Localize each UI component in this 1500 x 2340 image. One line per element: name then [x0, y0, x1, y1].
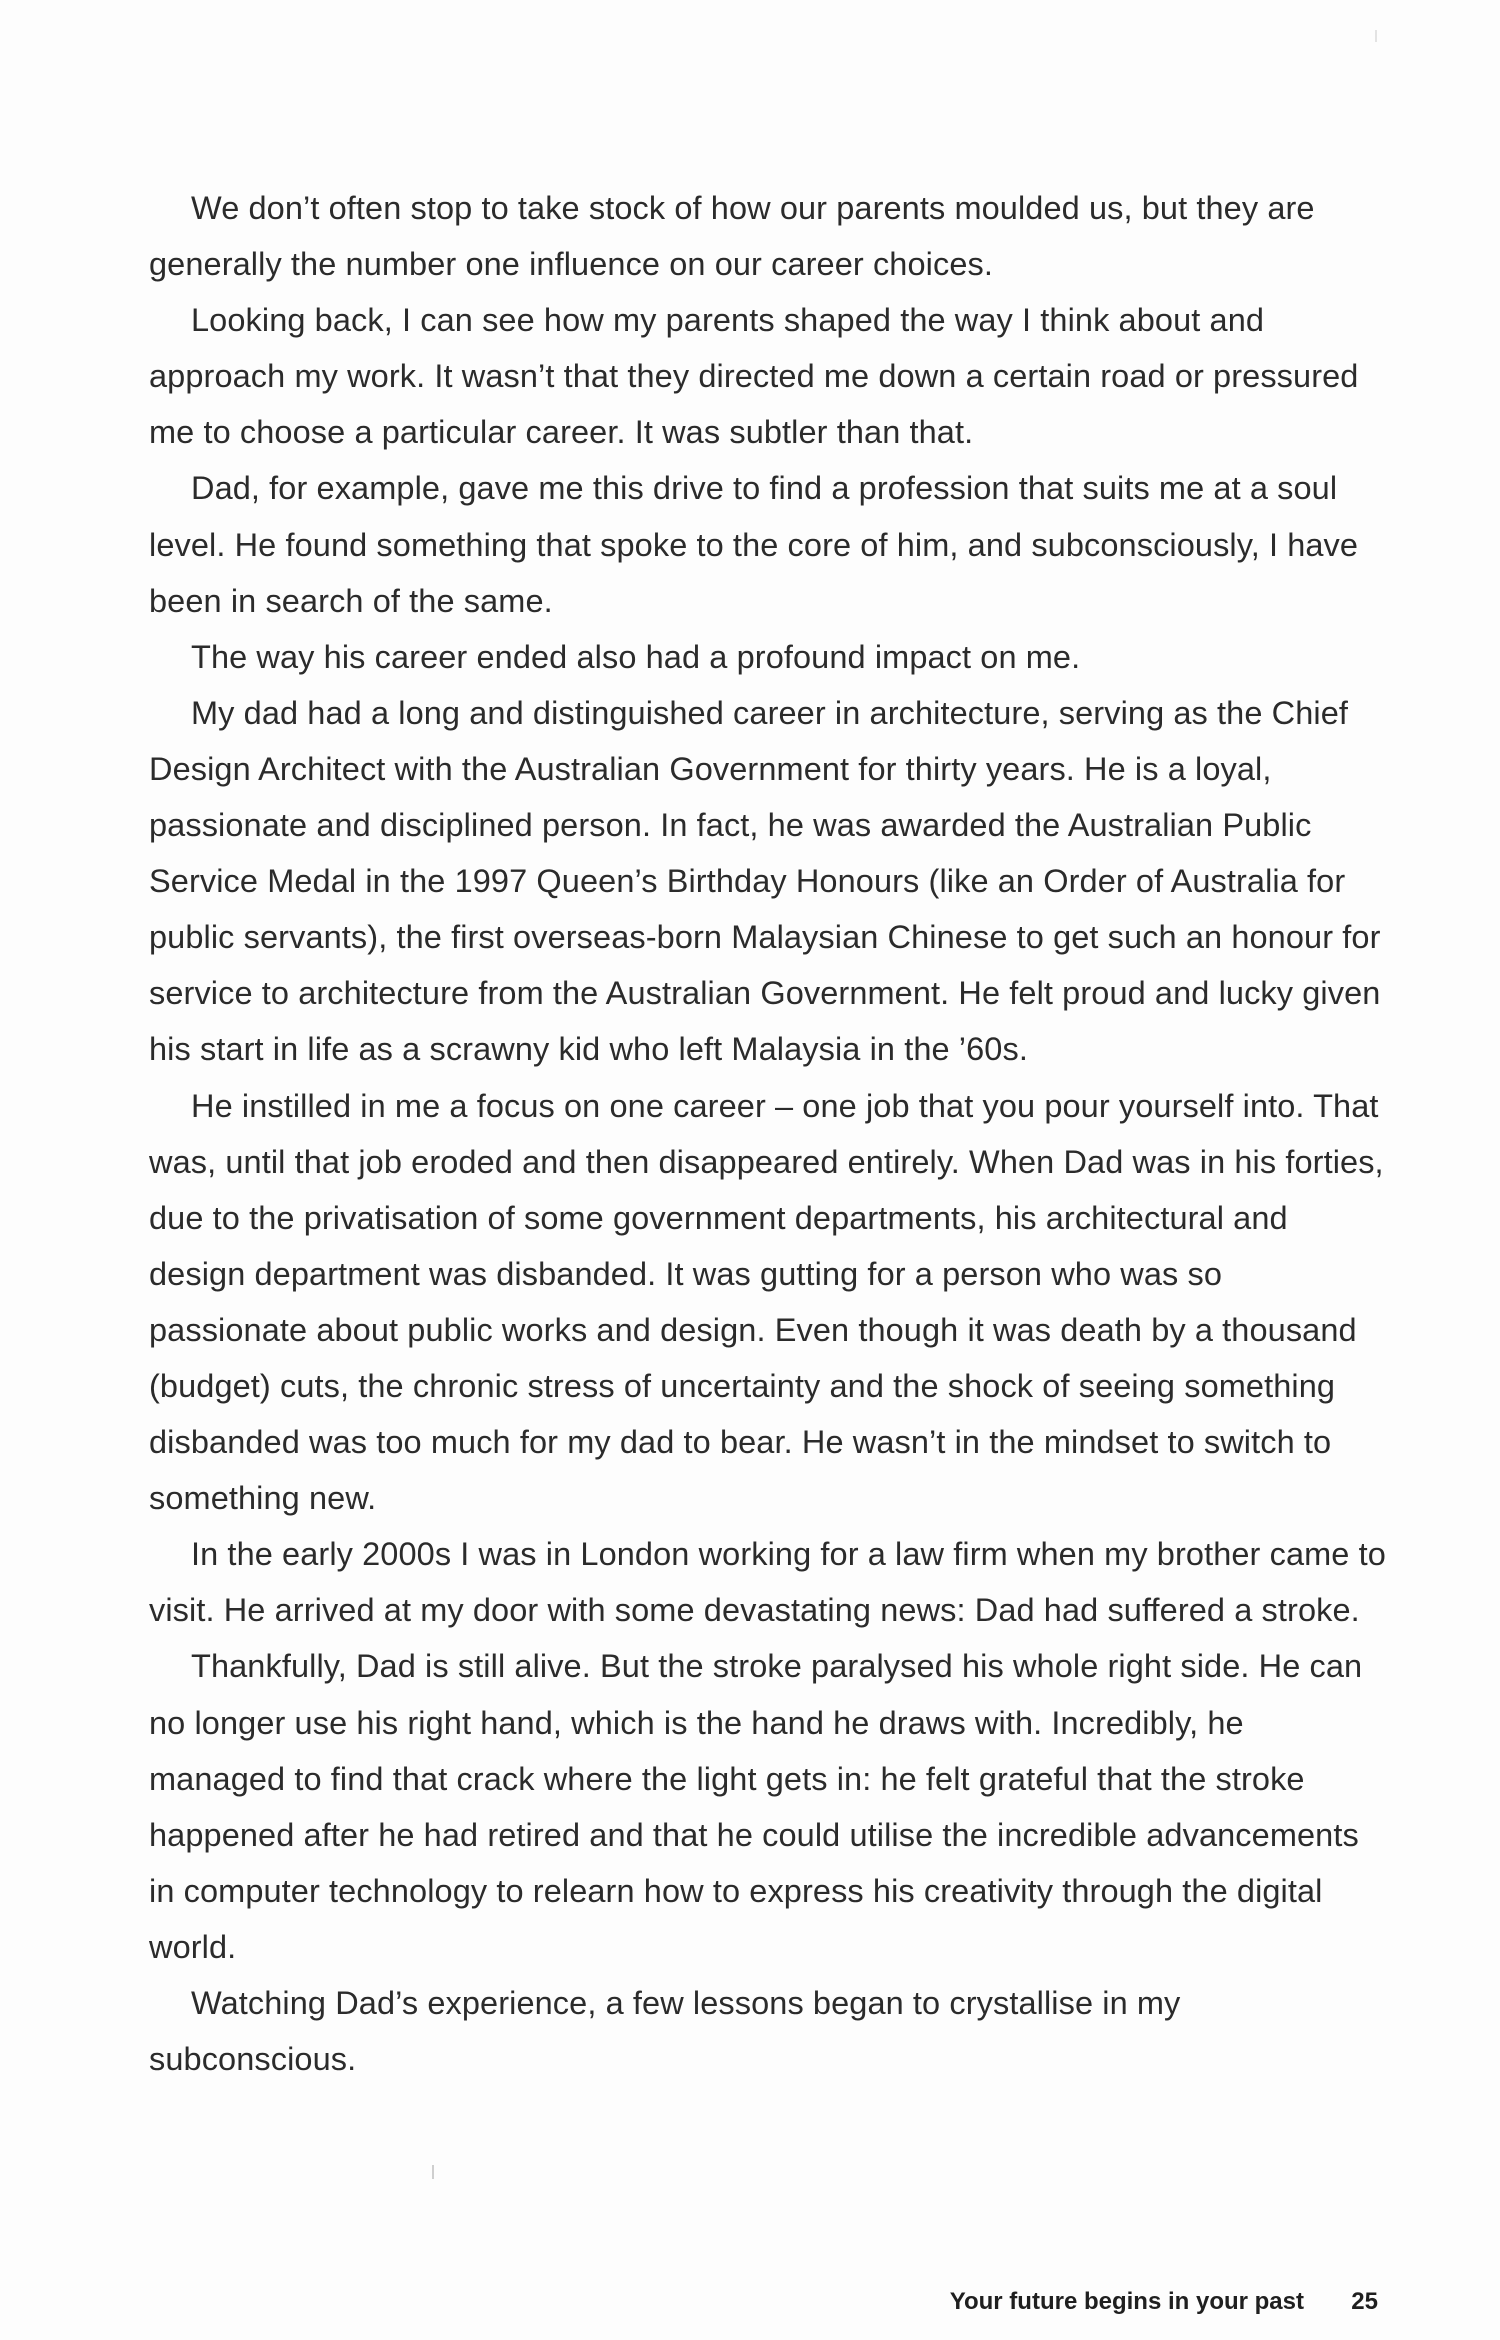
- running-title: Your future begins in your past: [949, 2288, 1304, 2315]
- paragraph-6: He instilled in me a focus on one career – one job that you pour yourself into. That was, until that job eroded and then disappeared entirely. When Dad was in his forties, due to the privatisation of some government departments, his architectural and design department was disbanded. It was gutting for a person who was so passionate about public works and design. Even though it was death by a thousand (budget) cuts, the chronic stress of uncertainty and the shock of seeing something disbanded was too much for my dad to bear. He wasn’t in the mindset to switch to something new.: [149, 1087, 1384, 1517]
- scan-mark: [1375, 30, 1377, 42]
- paragraph-1: We don’t often stop to take stock of how our parents moulded us, but they are generally the number one influence on our career choices.: [149, 190, 1315, 283]
- paragraph-7: In the early 2000s I was in London working for a law firm when my brother came to visit. He arrived at my door with some devastating news: Dad had suffered a stroke.: [149, 1536, 1386, 1629]
- paragraph-3: Dad, for example, gave me this drive to find a profession that suits me at a soul level. He found something that spoke to the core of him, and subconsciously, I have been in search of the same.: [149, 470, 1359, 619]
- paragraph-9: Watching Dad’s experience, a few lessons began to crystallise in my subconscious.: [149, 1985, 1181, 2078]
- scan-mark: [432, 2165, 434, 2179]
- page-number: 25: [1351, 2288, 1378, 2315]
- paragraph-4: The way his career ended also had a profound impact on me.: [191, 638, 1081, 675]
- paragraph-5: My dad had a long and distinguished career in architecture, serving as the Chief Design Architect with the Australian Government for thirty years. He is a loyal, passionate and disciplined person. In fact, he was awarded the Australian Public Service Medal in the 1997 Queen’s Birthday Honours (like an Order of Australia for public servants), the first overseas-born Malaysian Chinese to get such an honour for service to architecture from the Australian Government. He felt proud and lucky given his start in life as a scrawny kid who left Malaysia in the ’60s.: [149, 694, 1381, 1068]
- paragraph-2: Looking back, I can see how my parents shaped the way I think about and approach my work. It wasn’t that they directed me down a certain road or pressured me to choose a particular career. It was subtler than that.: [149, 302, 1359, 451]
- body-text: [149, 180, 1389, 2087]
- paragraph-8: Thankfully, Dad is still alive. But the stroke paralysed his whole right side. He can no longer use his right hand, which is the hand he draws with. Incredibly, he managed to find that crack where the light gets in: he felt grateful that the stroke happened after he had retired and that he could utilise the incredible advancements in computer technology to relearn how to express his creativity through the digital world.: [149, 1648, 1363, 1965]
